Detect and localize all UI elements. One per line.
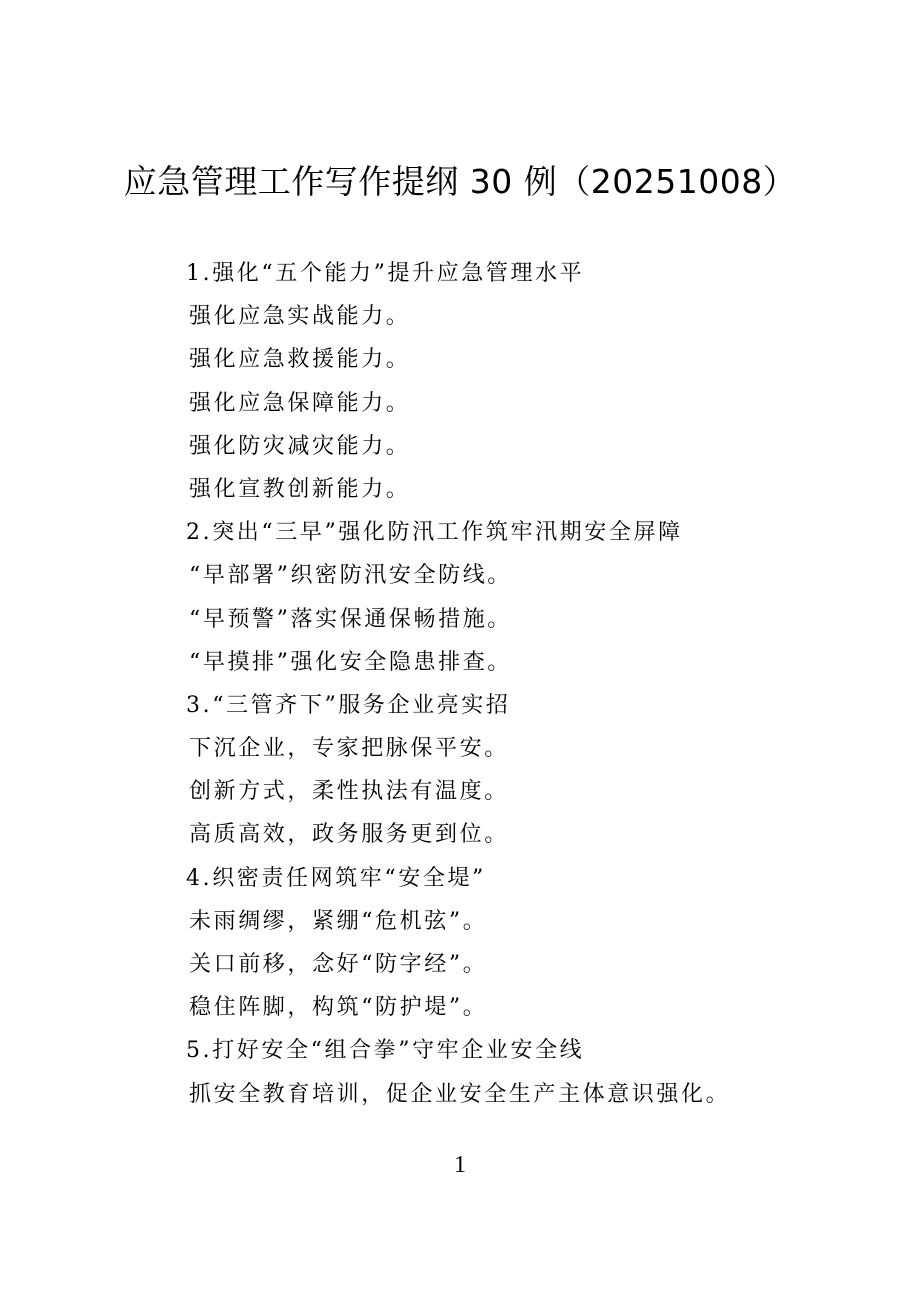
outline-item: 下沉企业，专家把脉保平安。 xyxy=(189,736,509,762)
section-heading: 3.“三管齐下”服务企业亮实招 xyxy=(186,692,511,718)
outline-item: “早摸排”强化安全隐患排查。 xyxy=(189,649,512,675)
outline-item: 关口前移，念好“防字经”。 xyxy=(189,952,488,977)
outline-item: “早部署”织密防汛安全防线。 xyxy=(189,563,512,589)
outline-item: 创新方式，柔性执法有温度。 xyxy=(189,779,509,805)
document-title: 应急管理工作写作提纲 30 例（20251008） xyxy=(123,162,797,201)
section-heading: 5.打好安全“组合拳”守牢企业安全线 xyxy=(186,1038,585,1064)
outline-item: 高质高效，政务服务更到位。 xyxy=(189,822,509,848)
section-heading: 2.突出“三早”强化防汛工作筑牢汛期安全屏障 xyxy=(186,520,683,546)
outline-item: 强化防灾减灾能力。 xyxy=(189,433,411,459)
outline-list xyxy=(186,252,889,1116)
outline-item: 稳住阵脚，构筑“防护堤”。 xyxy=(189,995,488,1021)
outline-item: 强化应急救援能力。 xyxy=(189,347,411,373)
outline-item: 强化应急保障能力。 xyxy=(189,390,411,416)
outline-item: “早预警”落实保通保畅措施。 xyxy=(189,606,512,632)
page-number: 1 xyxy=(454,1152,466,1178)
section-heading: 4.织密责任网筑牢“安全堤” xyxy=(186,865,486,891)
section-heading: 1.强化“五个能力”提升应急管理水平 xyxy=(186,261,585,286)
outline-item: 强化应急实战能力。 xyxy=(189,304,411,330)
outline-item: 未雨绸缪，紧绷“危机弦”。 xyxy=(189,908,488,934)
outline-item: 抓安全教育培训，促企业安全生产主体意识强化。 xyxy=(189,1081,731,1107)
outline-item: 强化宣教创新能力。 xyxy=(189,476,411,502)
